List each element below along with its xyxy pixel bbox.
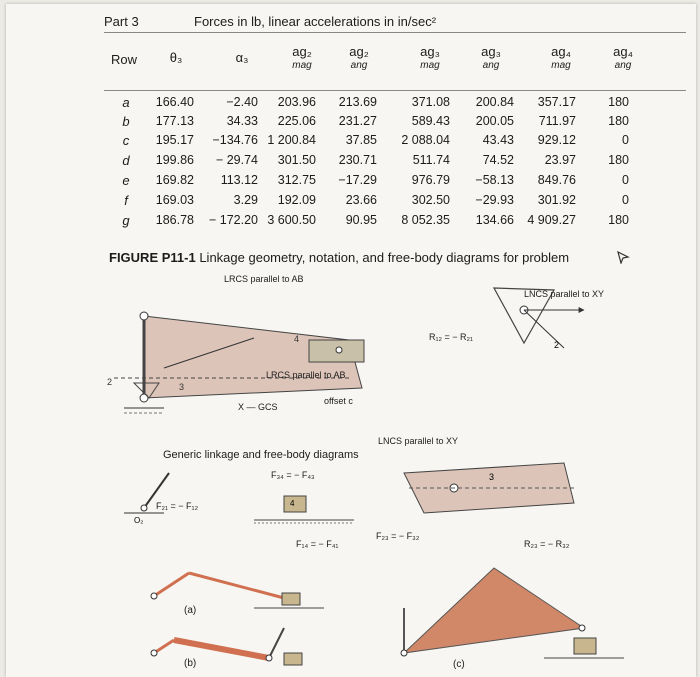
svg-text:2: 2 bbox=[554, 340, 560, 350]
table-cell: 929.12 bbox=[537, 133, 576, 147]
table-title: Forces in lb, linear accelerations in in/sec² bbox=[194, 14, 437, 29]
table-cell: −17.29 bbox=[338, 173, 377, 187]
table-cell: 43.43 bbox=[482, 133, 514, 147]
note-r-eq2: R₂₃ = − R₃₂ bbox=[524, 539, 570, 549]
table-cell: 213.69 bbox=[338, 95, 377, 109]
linkage-b bbox=[151, 628, 302, 665]
table-header-rule bbox=[104, 90, 686, 91]
svg-text:O₂: O₂ bbox=[134, 516, 144, 525]
note-f-eq3: F₁₄ = − F₄₁ bbox=[296, 539, 339, 549]
table-cell: 186.78 bbox=[155, 213, 194, 227]
table-cell: 200.05 bbox=[475, 114, 514, 128]
table-cell: 230.71 bbox=[338, 153, 377, 167]
table-cell: 113.12 bbox=[220, 173, 258, 187]
table-cell: 0 bbox=[622, 193, 629, 207]
table-cell: 8 052.35 bbox=[401, 213, 450, 227]
header-rule bbox=[104, 32, 686, 33]
table-cell: 0 bbox=[622, 133, 629, 147]
col-header-theta3: θ₃ bbox=[169, 50, 183, 65]
table-cell: 301.92 bbox=[537, 193, 576, 207]
figure-label: FIGURE P11-1 bbox=[109, 250, 196, 265]
row-label: g bbox=[122, 213, 130, 228]
table-cell: 225.06 bbox=[277, 114, 316, 128]
table-cell: 177.13 bbox=[155, 114, 194, 128]
note-f-eq1: F₃₄ = − F₄₃ bbox=[271, 470, 315, 480]
table-cell: 195.17 bbox=[155, 133, 194, 147]
table-cell: 23.66 bbox=[345, 193, 377, 207]
sub-label-a: (a) bbox=[184, 605, 197, 616]
linkage-c bbox=[401, 568, 624, 658]
table-cell: 302.50 bbox=[411, 193, 450, 207]
svg-text:3: 3 bbox=[489, 472, 495, 482]
table-cell: 37.85 bbox=[345, 133, 377, 147]
table-cell: 3 600.50 bbox=[267, 213, 316, 227]
generic-caption: Generic linkage and free-body diagrams bbox=[163, 449, 359, 461]
table-cell: 34.33 bbox=[226, 114, 258, 128]
table-cell: 1 200.84 bbox=[267, 133, 316, 147]
table-cell: 74.52 bbox=[482, 153, 514, 167]
table-cell: 2 088.04 bbox=[401, 133, 450, 147]
table-cell: 199.86 bbox=[155, 153, 194, 167]
row-label: b bbox=[122, 114, 130, 129]
table-cell: 0 bbox=[622, 173, 629, 187]
col-header-ag2-mag: ag₂ mag bbox=[292, 44, 312, 71]
link3-free-body bbox=[404, 463, 574, 513]
table-cell: 166.40 bbox=[155, 95, 194, 109]
col-header-ag2-ang: ag₂ ang bbox=[349, 44, 369, 71]
table-cell: 312.75 bbox=[277, 173, 316, 187]
table-cell: 169.03 bbox=[155, 193, 194, 207]
table-cell: 511.74 bbox=[412, 153, 450, 167]
link2-small-diagram bbox=[124, 473, 169, 525]
row-label: f bbox=[124, 193, 128, 208]
table-cell: − 29.74 bbox=[215, 153, 258, 167]
col-header-ag4-ang: ag₄ ang bbox=[613, 44, 633, 71]
note-lncs-2: LNCS parallel to XY bbox=[378, 436, 459, 446]
table-cell: − 172.20 bbox=[208, 213, 258, 227]
figure-caption-text: Linkage geometry, notation, and free-body diagrams for problem bbox=[199, 250, 570, 265]
svg-text:4: 4 bbox=[290, 499, 295, 508]
table-cell: −58.13 bbox=[475, 173, 514, 187]
note-lrcs: LRCS parallel to AB bbox=[224, 274, 304, 284]
table-cell: −2.40 bbox=[226, 95, 258, 109]
row-label: e bbox=[122, 173, 130, 188]
table-cell: 3.29 bbox=[233, 193, 258, 207]
row-label: a bbox=[122, 95, 130, 110]
note-f-eq4: F₂₃ = − F₃₂ bbox=[376, 531, 420, 541]
table-cell: 180 bbox=[608, 95, 629, 109]
table-cell: 4 909.27 bbox=[527, 213, 576, 227]
row-label: d bbox=[122, 153, 130, 168]
table-cell: 976.79 bbox=[411, 173, 450, 187]
svg-text:3: 3 bbox=[179, 382, 185, 392]
table-cell: 180 bbox=[608, 153, 629, 167]
table-cell: 711.97 bbox=[538, 114, 576, 128]
note-lncs: LNCS parallel to XY bbox=[524, 289, 605, 299]
table-cell: 231.27 bbox=[338, 114, 377, 128]
table-cell: 849.76 bbox=[537, 173, 576, 187]
row-label: c bbox=[122, 133, 130, 148]
note-offset: offset c bbox=[324, 396, 353, 406]
note-r-eq1: R₁₂ = − R₂₁ bbox=[429, 332, 474, 342]
col-header-ag4-mag: ag₄ mag bbox=[551, 44, 571, 71]
note-f-eq2: F₂₁ = − F₁₂ bbox=[156, 501, 199, 511]
col-header-ag3-mag: ag₃ mag bbox=[420, 44, 440, 71]
table-cell: 301.50 bbox=[277, 153, 316, 167]
table-cell: −29.93 bbox=[475, 193, 514, 207]
link4-free-body bbox=[254, 496, 354, 523]
note-lrcs-2: LRCS parallel to AB bbox=[266, 370, 346, 380]
cursor-icon bbox=[616, 250, 630, 264]
part-label: Part 3 bbox=[104, 14, 139, 29]
table-cell: 169.82 bbox=[155, 173, 194, 187]
table-cell: 357.17 bbox=[537, 95, 576, 109]
table-cell: 371.08 bbox=[411, 95, 450, 109]
table-cell: 203.96 bbox=[277, 95, 316, 109]
col-header-alpha3: α₃ bbox=[235, 50, 249, 65]
table-cell: −134.76 bbox=[212, 133, 258, 147]
document-page bbox=[6, 4, 696, 677]
table-cell: 23.97 bbox=[544, 153, 576, 167]
svg-text:2: 2 bbox=[107, 377, 113, 387]
table-cell: 134.66 bbox=[475, 213, 514, 227]
table-cell: 200.84 bbox=[475, 95, 514, 109]
col-header-ag3-ang: ag₃ ang bbox=[481, 44, 501, 71]
table-cell: 192.09 bbox=[277, 193, 316, 207]
note-gcs: X — GCS bbox=[238, 402, 278, 412]
svg-text:4: 4 bbox=[294, 334, 300, 344]
linkage-a bbox=[151, 573, 324, 608]
col-header-row: Row bbox=[110, 52, 137, 67]
table-cell: 589.43 bbox=[411, 114, 450, 128]
figure-caption bbox=[109, 250, 569, 265]
table-cell: 180 bbox=[608, 213, 629, 227]
sub-label-b: (b) bbox=[184, 658, 197, 669]
sub-label-c: (c) bbox=[453, 659, 465, 670]
table-cell: 90.95 bbox=[345, 213, 377, 227]
table-cell: 180 bbox=[608, 114, 629, 128]
